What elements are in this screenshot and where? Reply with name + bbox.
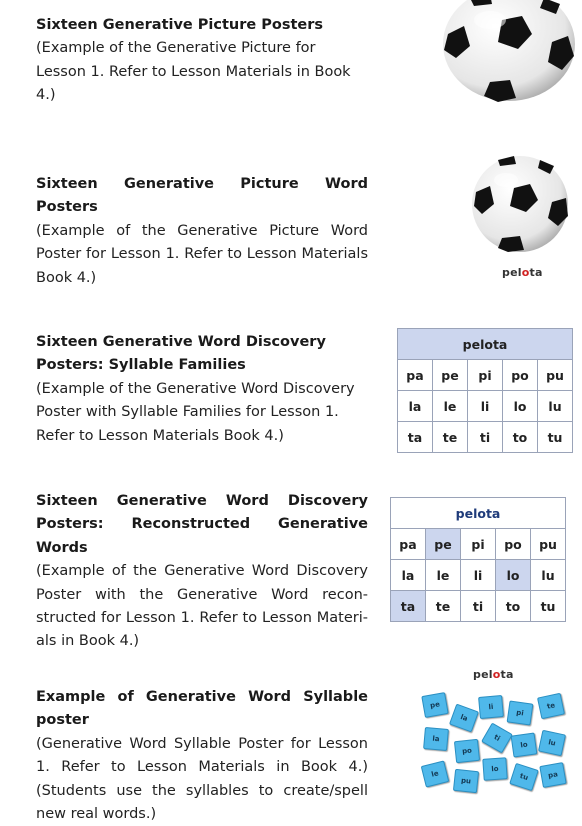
syllable-cell: to — [503, 422, 538, 453]
syllable-cell-highlighted: pe — [426, 529, 461, 560]
syllable-tile: tu — [509, 763, 539, 791]
poster-title-4: Sixteen Generative Word Discovery Posters: Reconstructed Generative Words — [36, 493, 368, 556]
syllable-tile: la — [449, 704, 479, 733]
soccer-ball-image-small — [468, 152, 572, 256]
syllable-cell: le — [433, 391, 468, 422]
poster-description-4 — [36, 490, 368, 654]
syllable-cell: te — [433, 422, 468, 453]
syllable-tile: la — [423, 727, 449, 751]
syllable-tile: pu — [453, 769, 479, 793]
syllable-cell: to — [496, 591, 531, 622]
syllable-cell: po — [503, 360, 538, 391]
poster-title-2: Sixteen Generative Picture Word Posters — [36, 176, 368, 216]
syllable-family-table — [397, 328, 573, 453]
syllable-cell: pi — [461, 529, 496, 560]
syllable-tile: lo — [482, 757, 507, 781]
syllable-cell: ti — [468, 422, 503, 453]
poster-description-3 — [36, 331, 368, 448]
syllable-cell: te — [426, 591, 461, 622]
syllable-cell: pa — [391, 529, 426, 560]
syllable-cell: lu — [531, 560, 566, 591]
table-header: pelota — [398, 329, 573, 360]
syllable-cell: pu — [531, 529, 566, 560]
syllable-cell: le — [426, 560, 461, 591]
table-header: pelota — [391, 498, 566, 529]
syllable-cell: li — [468, 391, 503, 422]
poster-title-3: Sixteen Generative Word Discovery Posters: Syllable Families — [36, 334, 326, 374]
poster-description-2 — [36, 173, 368, 290]
word-caption-pelota: pelota — [473, 668, 514, 681]
soccer-ball-image-large — [440, 0, 578, 104]
syllable-cell-highlighted: lo — [496, 560, 531, 591]
syllable-tile: pi — [507, 700, 534, 725]
poster-description-1 — [36, 14, 368, 108]
syllable-tile: pa — [539, 762, 566, 788]
poster-text-1: (Example of the Generative Picture for Lesson 1. Refer to Lesson Materials in Book 4.) — [36, 40, 351, 104]
syllable-tile: ti — [481, 722, 513, 753]
syllable-tile: po — [454, 739, 480, 763]
syllable-cell: tu — [538, 422, 573, 453]
syllable-cell: tu — [531, 591, 566, 622]
poster-title-5: Example of Generative Word Syllable poster — [36, 689, 368, 729]
syllable-cell: la — [391, 560, 426, 591]
poster-title-1: Sixteen Generative Picture Posters — [36, 17, 324, 33]
syllable-cell: pe — [433, 360, 468, 391]
poster-text-4: (Example of the Generative Word Discovery Poster with the Generative Word recon-structed for Lesson 1. Refer to Lesson Materi-als in Book 4.) — [36, 563, 368, 650]
syllable-tile: lu — [538, 730, 566, 757]
syllable-cell: ti — [461, 591, 496, 622]
poster-text-5: (Generative Word Syllable Poster for Lesson 1. Refer to Lesson Materials in Book 4.)(Students use the syllables to create/spell new real words.) — [36, 735, 368, 823]
poster-text-3: (Example of the Generative Word Discovery Poster with Syllable Families for Lesson 1. Refer to Lesson Materials Book 4.) — [36, 380, 355, 444]
syllable-tile: te — [537, 693, 565, 720]
word-caption-pelota: pelota — [502, 266, 543, 279]
syllable-cell: lu — [538, 391, 573, 422]
poster-description-5 — [36, 686, 368, 826]
syllable-cell: po — [496, 529, 531, 560]
syllable-tile: pe — [421, 692, 448, 718]
syllable-cell: ta — [398, 422, 433, 453]
syllable-tile: le — [421, 760, 450, 787]
syllable-cell: pu — [538, 360, 573, 391]
syllable-cell: li — [461, 560, 496, 591]
syllable-cell: la — [398, 391, 433, 422]
poster-text-2: (Example of the Generative Picture Word Poster for Lesson 1. Refer to Lesson Materials Book 4.) — [36, 222, 368, 286]
syllable-tile: li — [478, 695, 504, 719]
syllable-cell: pa — [398, 360, 433, 391]
syllable-cell-highlighted: ta — [391, 591, 426, 622]
syllable-cell: lo — [503, 391, 538, 422]
syllable-tile: lo — [511, 732, 538, 757]
syllable-cell: pi — [468, 360, 503, 391]
reconstructed-word-table — [390, 497, 566, 622]
